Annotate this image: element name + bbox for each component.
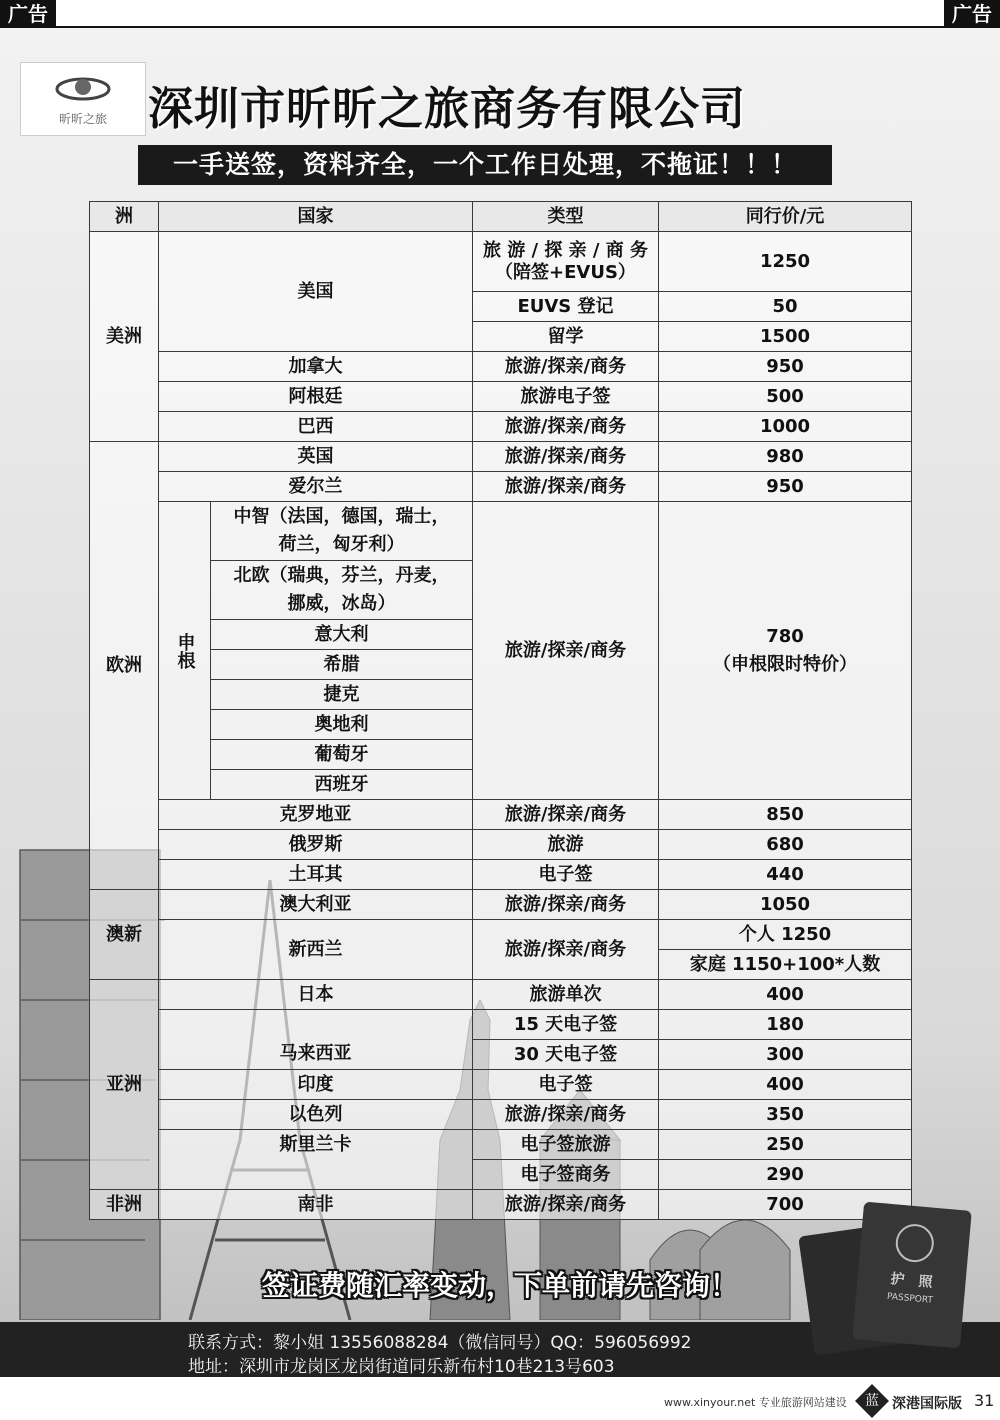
- country-cell: 俄罗斯: [159, 830, 473, 860]
- ad-label-left: 广告: [0, 0, 56, 28]
- country-cell: 印度: [159, 1070, 473, 1100]
- country-usa: 美国: [159, 232, 473, 352]
- price-cell: 850: [659, 800, 912, 830]
- type-cell: 旅游单次: [473, 980, 659, 1010]
- country-cell: 澳大利亚: [159, 890, 473, 920]
- table-row: [90, 472, 912, 502]
- price-cell: 1000: [659, 412, 912, 442]
- footer-badge-text: 蓝: [865, 1393, 879, 1409]
- ad-label-right: 广告: [944, 0, 1000, 28]
- price-cell: 680: [659, 830, 912, 860]
- price-cell: 350: [659, 1100, 912, 1130]
- passport-cn-label: 护 照: [889, 1271, 934, 1291]
- footer-site: www.xinyour.net 专业旅游网站建设: [664, 1396, 847, 1409]
- type-cell: 旅游电子签: [473, 382, 659, 412]
- type-cell: 旅游: [473, 830, 659, 860]
- table-row: [90, 412, 912, 442]
- type-cell: 电子签商务: [473, 1160, 659, 1190]
- passport-image: [806, 1200, 964, 1350]
- country-cell: 南非: [159, 1190, 473, 1220]
- table-row: [90, 860, 912, 890]
- country-cell: 新西兰: [159, 920, 473, 980]
- type-cell: 15 天电子签: [473, 1010, 659, 1040]
- contact-info: 联系方式：黎小姐 13556088284（微信同号）QQ：596056992: [188, 1333, 692, 1353]
- footer-badge-icon: [855, 1384, 889, 1418]
- table-row: [90, 232, 912, 292]
- schengen-price-cell: [659, 502, 912, 800]
- slogan-banner: 一手送签，资料齐全，一个工作日处理，不拖证！！！: [138, 145, 832, 185]
- country-cell: 巴西: [159, 412, 473, 442]
- table-row: [90, 382, 912, 412]
- price-cell: 440: [659, 860, 912, 890]
- price-cell: 180: [659, 1010, 912, 1040]
- price-cell: 1500: [659, 322, 912, 352]
- company-name: 深圳市昕昕之旅商务有限公司: [148, 82, 747, 135]
- type-cell: 旅游/探亲/商务: [473, 472, 659, 502]
- type-cell: 旅游/探亲/商务: [473, 442, 659, 472]
- type-cell: EUVS 登记: [473, 292, 659, 322]
- country-cell: 日本: [159, 980, 473, 1010]
- type-cell: 旅游/探亲/商务: [473, 890, 659, 920]
- price-cell: 50: [659, 292, 912, 322]
- top-rule: [56, 26, 944, 28]
- country-cell: 马来西亚: [159, 1010, 473, 1070]
- passport-front: [852, 1202, 972, 1349]
- header-type: 类型: [473, 202, 659, 232]
- continent-africa: 非洲: [90, 1190, 159, 1220]
- type-cell: 电子签旅游: [473, 1130, 659, 1160]
- table-row: [90, 800, 912, 830]
- schengen-country: 西班牙: [211, 770, 473, 800]
- type-cell: 30 天电子签: [473, 1040, 659, 1070]
- header-continent: 洲: [90, 202, 159, 232]
- type-cell: 留学: [473, 322, 659, 352]
- type-cell: 电子签: [473, 860, 659, 890]
- country-cell: 爱尔兰: [159, 472, 473, 502]
- price-cell: 家庭 1150+100*人数: [659, 950, 912, 980]
- table-header-row: [90, 202, 912, 232]
- passport-en-label: PASSPORT: [886, 1291, 934, 1306]
- type-cell: 旅 游 / 探 亲 / 商 务（陪签+EVUS）: [473, 232, 659, 292]
- page-number: 31: [974, 1391, 995, 1410]
- price-cell: 400: [659, 1070, 912, 1100]
- table-row: [90, 1130, 912, 1160]
- schengen-price: 780: [766, 625, 804, 647]
- price-cell: 500: [659, 382, 912, 412]
- table-row: [90, 352, 912, 382]
- contact-address: 地址：深圳市龙岗区龙岗街道同乐新布村10巷213号603: [188, 1357, 615, 1377]
- type-cell: 旅游/探亲/商务: [473, 352, 659, 382]
- price-cell: 250: [659, 1130, 912, 1160]
- schengen-country: 北欧（瑞典，芬兰，丹麦，挪威，冰岛）: [211, 561, 473, 620]
- exchange-rate-notice: 签证费随汇率变动，下单前请先咨询！: [261, 1269, 738, 1302]
- type-cell: 旅游/探亲/商务: [473, 412, 659, 442]
- footer-edition: 深港国际版: [892, 1396, 962, 1412]
- table-row: [90, 830, 912, 860]
- continent-oceania: 澳新: [90, 890, 159, 980]
- schengen-country: 葡萄牙: [211, 740, 473, 770]
- country-cell: 土耳其: [159, 860, 473, 890]
- header-country: 国家: [159, 202, 473, 232]
- logo-icon: [21, 63, 145, 113]
- type-cell: 旅游/探亲/商务: [473, 1100, 659, 1130]
- schengen-country: 中智（法国，德国，瑞士，荷兰，匈牙利）: [211, 502, 473, 561]
- company-logo: [20, 62, 146, 136]
- price-cell: 950: [659, 472, 912, 502]
- schengen-country: 奥地利: [211, 710, 473, 740]
- price-cell: 290: [659, 1160, 912, 1190]
- header-price: 同行价/元: [659, 202, 912, 232]
- country-cell: 克罗地亚: [159, 800, 473, 830]
- visa-price-table: [89, 201, 912, 1220]
- type-cell: 旅游/探亲/商务: [473, 1190, 659, 1220]
- schengen-label: 申根: [159, 502, 211, 800]
- country-cell: 加拿大: [159, 352, 473, 382]
- table-row: [90, 980, 912, 1010]
- table-row: [90, 1190, 912, 1220]
- price-cell: 1250: [659, 232, 912, 292]
- type-cell: 旅游/探亲/商务: [473, 800, 659, 830]
- continent-americas: 美洲: [90, 232, 159, 442]
- price-cell: 700: [659, 1190, 912, 1220]
- table-row: [90, 920, 912, 950]
- continent-asia: 亚洲: [90, 980, 159, 1190]
- table-row: [90, 502, 912, 561]
- price-cell: 1050: [659, 890, 912, 920]
- type-cell: 旅游/探亲/商务: [473, 920, 659, 980]
- schengen-type: 旅游/探亲/商务: [473, 502, 659, 800]
- table-row: [90, 890, 912, 920]
- price-cell: 400: [659, 980, 912, 1010]
- schengen-country: 希腊: [211, 650, 473, 680]
- table-row: [90, 1100, 912, 1130]
- schengen-country: 意大利: [211, 620, 473, 650]
- continent-europe: 欧洲: [90, 442, 159, 890]
- price-cell: 950: [659, 352, 912, 382]
- type-cell: 电子签: [473, 1070, 659, 1100]
- country-cell: 以色列: [159, 1100, 473, 1130]
- price-cell: 300: [659, 1040, 912, 1070]
- schengen-country: 捷克: [211, 680, 473, 710]
- country-cell: 斯里兰卡: [159, 1130, 473, 1190]
- price-cell: 个人 1250: [659, 920, 912, 950]
- country-cell: 英国: [159, 442, 473, 472]
- schengen-price-note: （申根限时特价）: [713, 653, 857, 675]
- logo-text: 昕昕之旅: [58, 112, 107, 126]
- table-row: [90, 1010, 912, 1040]
- price-cell: 980: [659, 442, 912, 472]
- national-emblem-icon: [894, 1223, 935, 1264]
- table-row: [90, 442, 912, 472]
- table-row: [90, 1070, 912, 1100]
- country-cell: 阿根廷: [159, 382, 473, 412]
